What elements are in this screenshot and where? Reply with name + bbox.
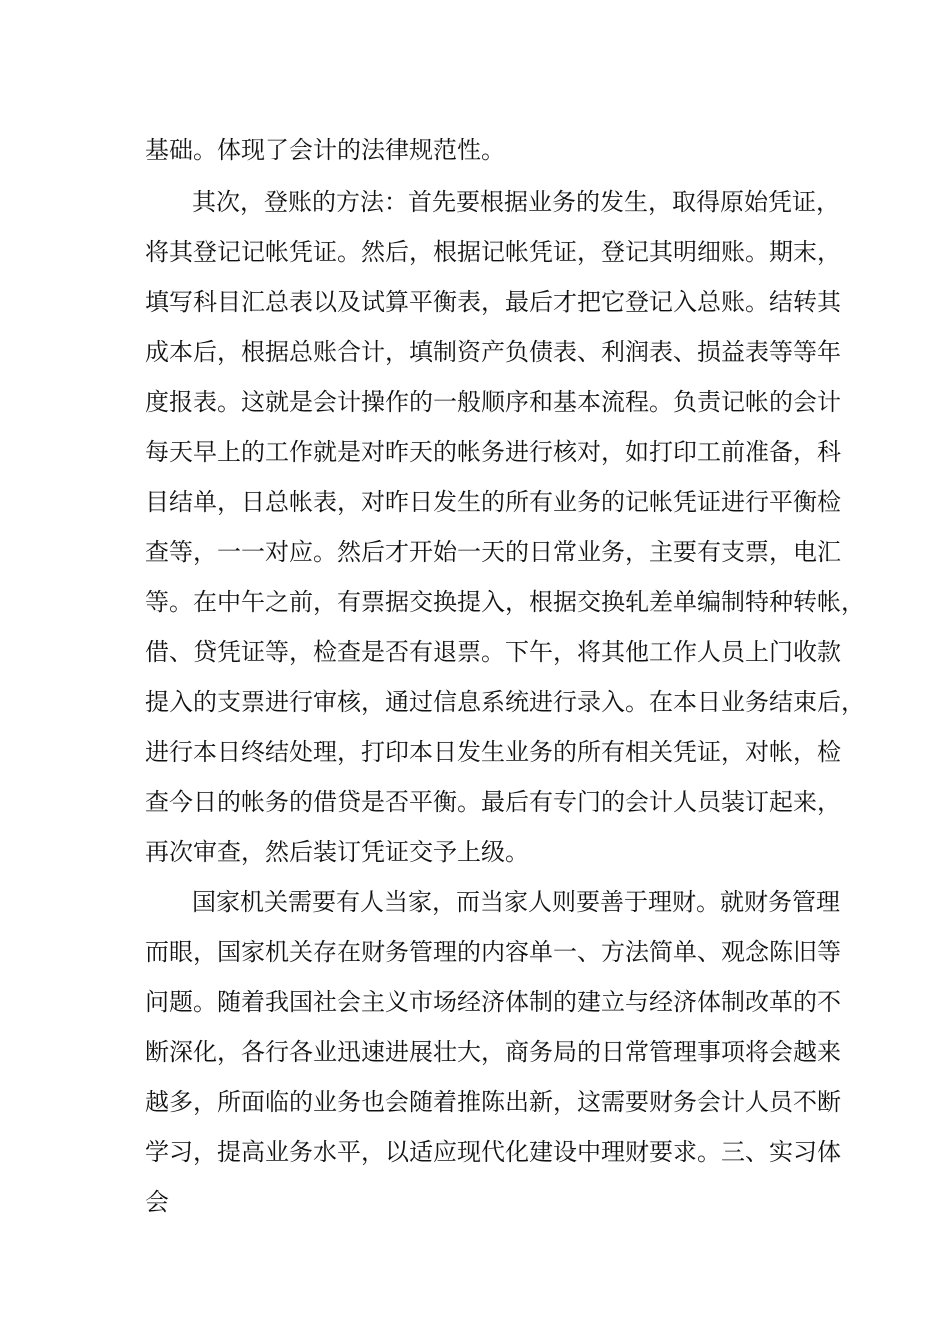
text-line: 成本后，根据总账合计，填制资产负债表、利润表、损益表等等年 [145, 338, 841, 366]
text-line: 查今日的帐务的借贷是否平衡。最后有专门的会计人员装订起来， [145, 788, 841, 816]
text-line: 每天早上的工作就是对昨天的帐务进行核对，如打印工前准备，科 [145, 438, 841, 466]
text-line: 目结单，日总帐表，对昨日发生的所有业务的记帐凭证进行平衡检 [145, 488, 841, 516]
text-line: 借、贷凭证等，检查是否有退票。下午，将其他工作人员上门收款 [145, 638, 841, 666]
paragraph-start-line: 国家机关需要有人当家，而当家人则要善于理财。就财务管理 [192, 888, 840, 916]
text-line: 问题。随着我国社会主义市场经济体制的建立与经济体制改革的不 [145, 988, 841, 1016]
paragraph-start-line: 其次，登账的方法：首先要根据业务的发生，取得原始凭证， [192, 188, 840, 216]
text-line: 将其登记记帐凭证。然后，根据记帐凭证，登记其明细账。期末， [145, 238, 841, 266]
text-line: 提入的支票进行审核，通过信息系统进行录入。在本日业务结束后， [145, 688, 865, 716]
text-line: 查等，一一对应。然后才开始一天的日常业务，主要有支票，电汇 [145, 538, 841, 566]
text-line: 进行本日终结处理，打印本日发生业务的所有相关凭证，对帐，检 [145, 738, 841, 766]
text-line: 度报表。这就是会计操作的一般顺序和基本流程。负责记帐的会计 [145, 388, 841, 416]
text-line: 基础。体现了会计的法律规范性。 [145, 136, 505, 164]
text-line: 越多，所面临的业务也会随着推陈出新，这需要财务会计人员不断 [145, 1088, 841, 1116]
text-line: 等。在中午之前，有票据交换提入，根据交换轧差单编制特种转帐， [145, 588, 865, 616]
text-line: 再次审查，然后装订凭证交予上级。 [145, 838, 529, 866]
text-line: 会 [145, 1188, 169, 1216]
text-line: 填写科目汇总表以及试算平衡表，最后才把它登记入总账。结转其 [145, 288, 841, 316]
text-line: 断深化，各行各业迅速进展壮大，商务局的日常管理事项将会越来 [145, 1038, 841, 1066]
text-line: 学习，提高业务水平，以适应现代化建设中理财要求。三、实习体 [145, 1138, 841, 1166]
text-line: 而眼，国家机关存在财务管理的内容单一、方法简单、观念陈旧等 [145, 938, 841, 966]
